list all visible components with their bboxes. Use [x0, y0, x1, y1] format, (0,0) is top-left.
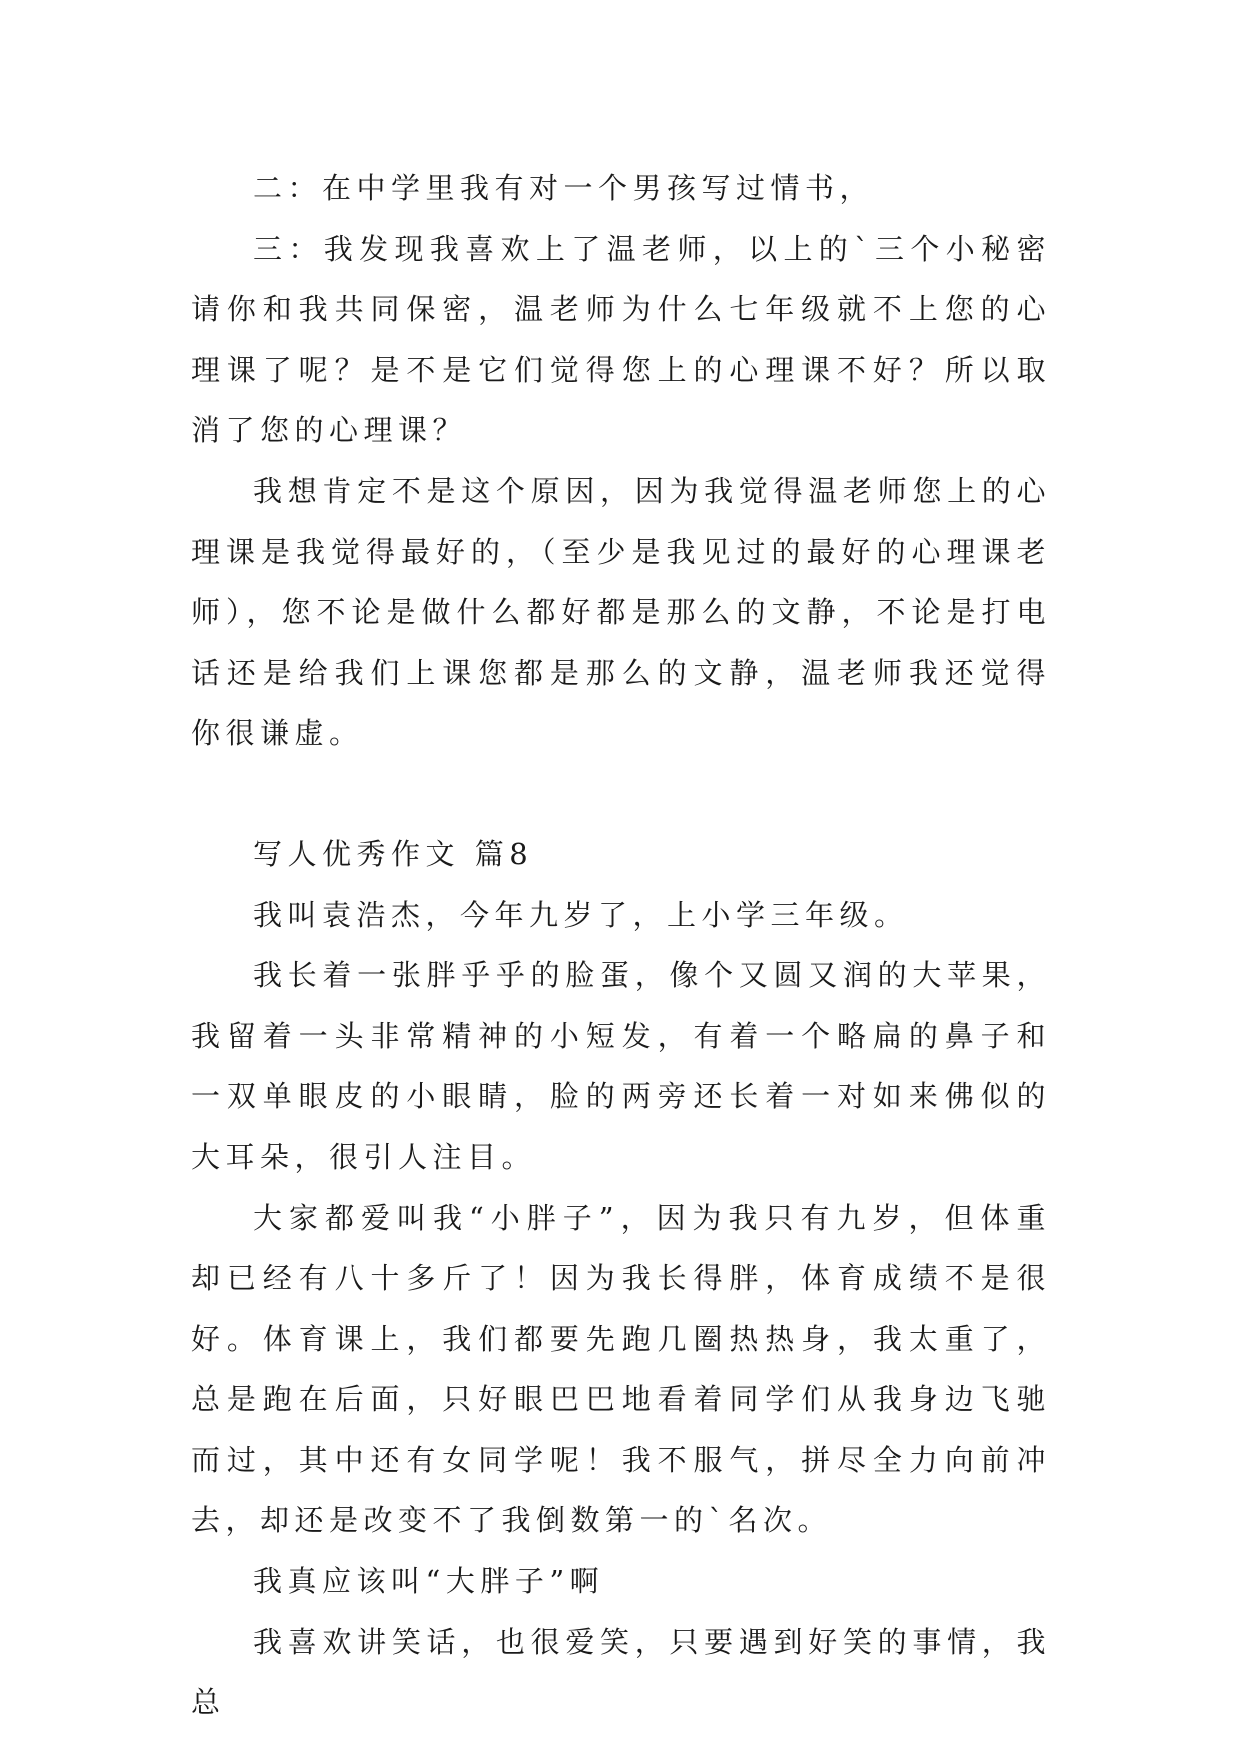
paragraph: 我真应该叫“大胖子”啊	[253, 1564, 605, 1599]
section-title: 写人优秀作文 篇8	[253, 836, 534, 871]
paragraph: 三：我发现我喜欢上了温老师，以上的`三个小秘密请你和我共同保密，温老师为什么七年级就不上您的心理课了呢？是不是它们觉得您上的心理课不好？所以取消了您的心理课？	[191, 231, 1051, 448]
paragraph: 二：在中学里我有对一个男孩写过情书，	[253, 171, 875, 205]
paragraph: 我叫袁浩杰，今年九岁了，上小学三年级。	[253, 897, 909, 932]
document-body	[191, 158, 1051, 1733]
paragraph: 我想肯定不是这个原因，因为我觉得温老师您上的心理课是我觉得最好的，（至少是我见过的最好的心理课老师），您不论是做什么都好都是那么的文静，不论是打电话还是给我们上课您都是那么的文静，温老师我还觉得你很谦虚。	[191, 473, 1051, 751]
paragraph: 大家都爱叫我“小胖子”，因为我只有九岁，但体重却已经有八十多斤了！因为我长得胖，体育成绩不是很好。体育课上，我们都要先跑几圈热热身，我太重了，总是跑在后面，只好眼巴巴地看着同学们从我身边飞驰而过，其中还有女同学呢！我不服气，拼尽全力向前冲去，却还是改变不了我倒数第一的`名次。	[191, 1200, 1051, 1538]
paragraph: 我喜欢讲笑话，也很爱笑，只要遇到好笑的事情，我总	[191, 1624, 1051, 1720]
paragraph: 我长着一张胖乎乎的脸蛋，像个又圆又润的大苹果，我留着一头非常精神的小短发，有着一个略扁的鼻子和一双单眼皮的小眼睛，脸的两旁还长着一对如来佛似的大耳朵，很引人注目。	[191, 958, 1051, 1174]
section-spacer	[191, 764, 1051, 824]
